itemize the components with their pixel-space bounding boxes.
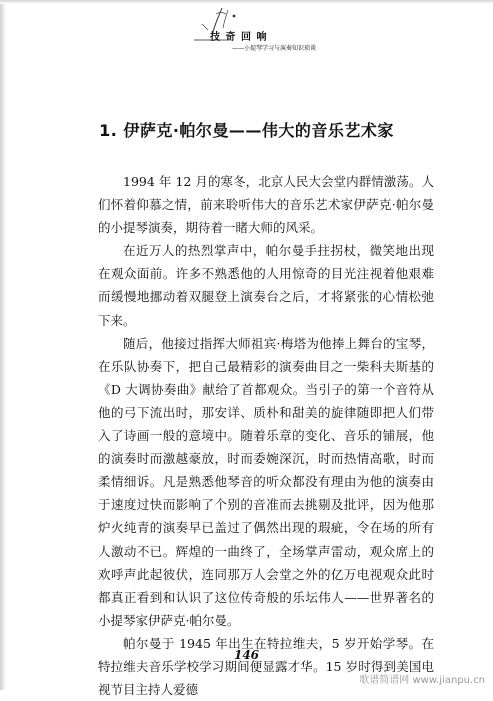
- chapter-title: 1. 伊萨克·帕尔曼——伟大的音乐艺术家: [99, 121, 394, 140]
- header-subtitle: ——小提琴学习与演奏知识琐谈: [232, 45, 317, 52]
- body-text: [98, 170, 434, 701]
- page-number: 146: [233, 648, 260, 662]
- page-edge-shadow-left: [0, 0, 6, 690]
- watermark: 歌谱简谱网 www.jianpu.cn: [359, 675, 485, 686]
- paragraph-1: 1994 年 12 月的寒冬，北京人民大会堂内群情激荡。人们怀着仰慕之情，前来聆听伟大的音乐艺术家伊萨克·帕尔曼的小提琴演奏，期待着一睹大师的风采。: [98, 174, 434, 236]
- paragraph-2: 在近万人的热烈掌声中，帕尔曼手拄拐杖，微笑地出现在观众面前。许多不熟悉他的人用惊奇的目光注视着他艰难而缓慢地挪动着双腿登上演奏台之后，才将紧张的心情松弛下来。: [98, 243, 434, 328]
- running-header: [188, 6, 348, 58]
- paragraph-4: 帕尔曼于 1945 年出生在特拉维夫，5 岁开始学琴。在特拉维夫音乐学校学习期间便显露才华。15 岁时得到美国电视节目主持人爱德: [98, 635, 434, 698]
- page-edge-shadow-top: [0, 0, 493, 4]
- paragraph-3: 随后，他接过指挥大师祖宾·梅塔为他捧上舞台的宝琴，在乐队协奏下，把自己最精彩的演奏曲目之一柴科夫斯基的《D 大调协奏曲》献给了首都观众。当引子的第一个音符从他的弓下流出时，那安详、质朴和甜美的旋律随即把人们带入了诗画一般的意境中。随着乐章的变化、音乐的铺展，他的演奏时而激越豪放，时而委婉深沉，时而热情高歌，时而柔情细诉。凡是熟悉他琴音的听众都没有理由为他的演奏由于速度过快而影响了个别的音准而去挑剔及批评，因为他那炉火纯青的演奏早已盖过了偶然出现的瑕疵，令在场的所有人激动不已。辉煌的一曲终了，全场掌声雷动，观众席上的欢呼声此起彼伏，连同那万人会堂之外的亿万电视观众此时都真正看到和认识了这位传奇般的乐坛伟人——世界著名的小提琴家伊萨克·帕尔曼。: [98, 335, 434, 628]
- header-title: 技 奇 回 响: [210, 32, 268, 43]
